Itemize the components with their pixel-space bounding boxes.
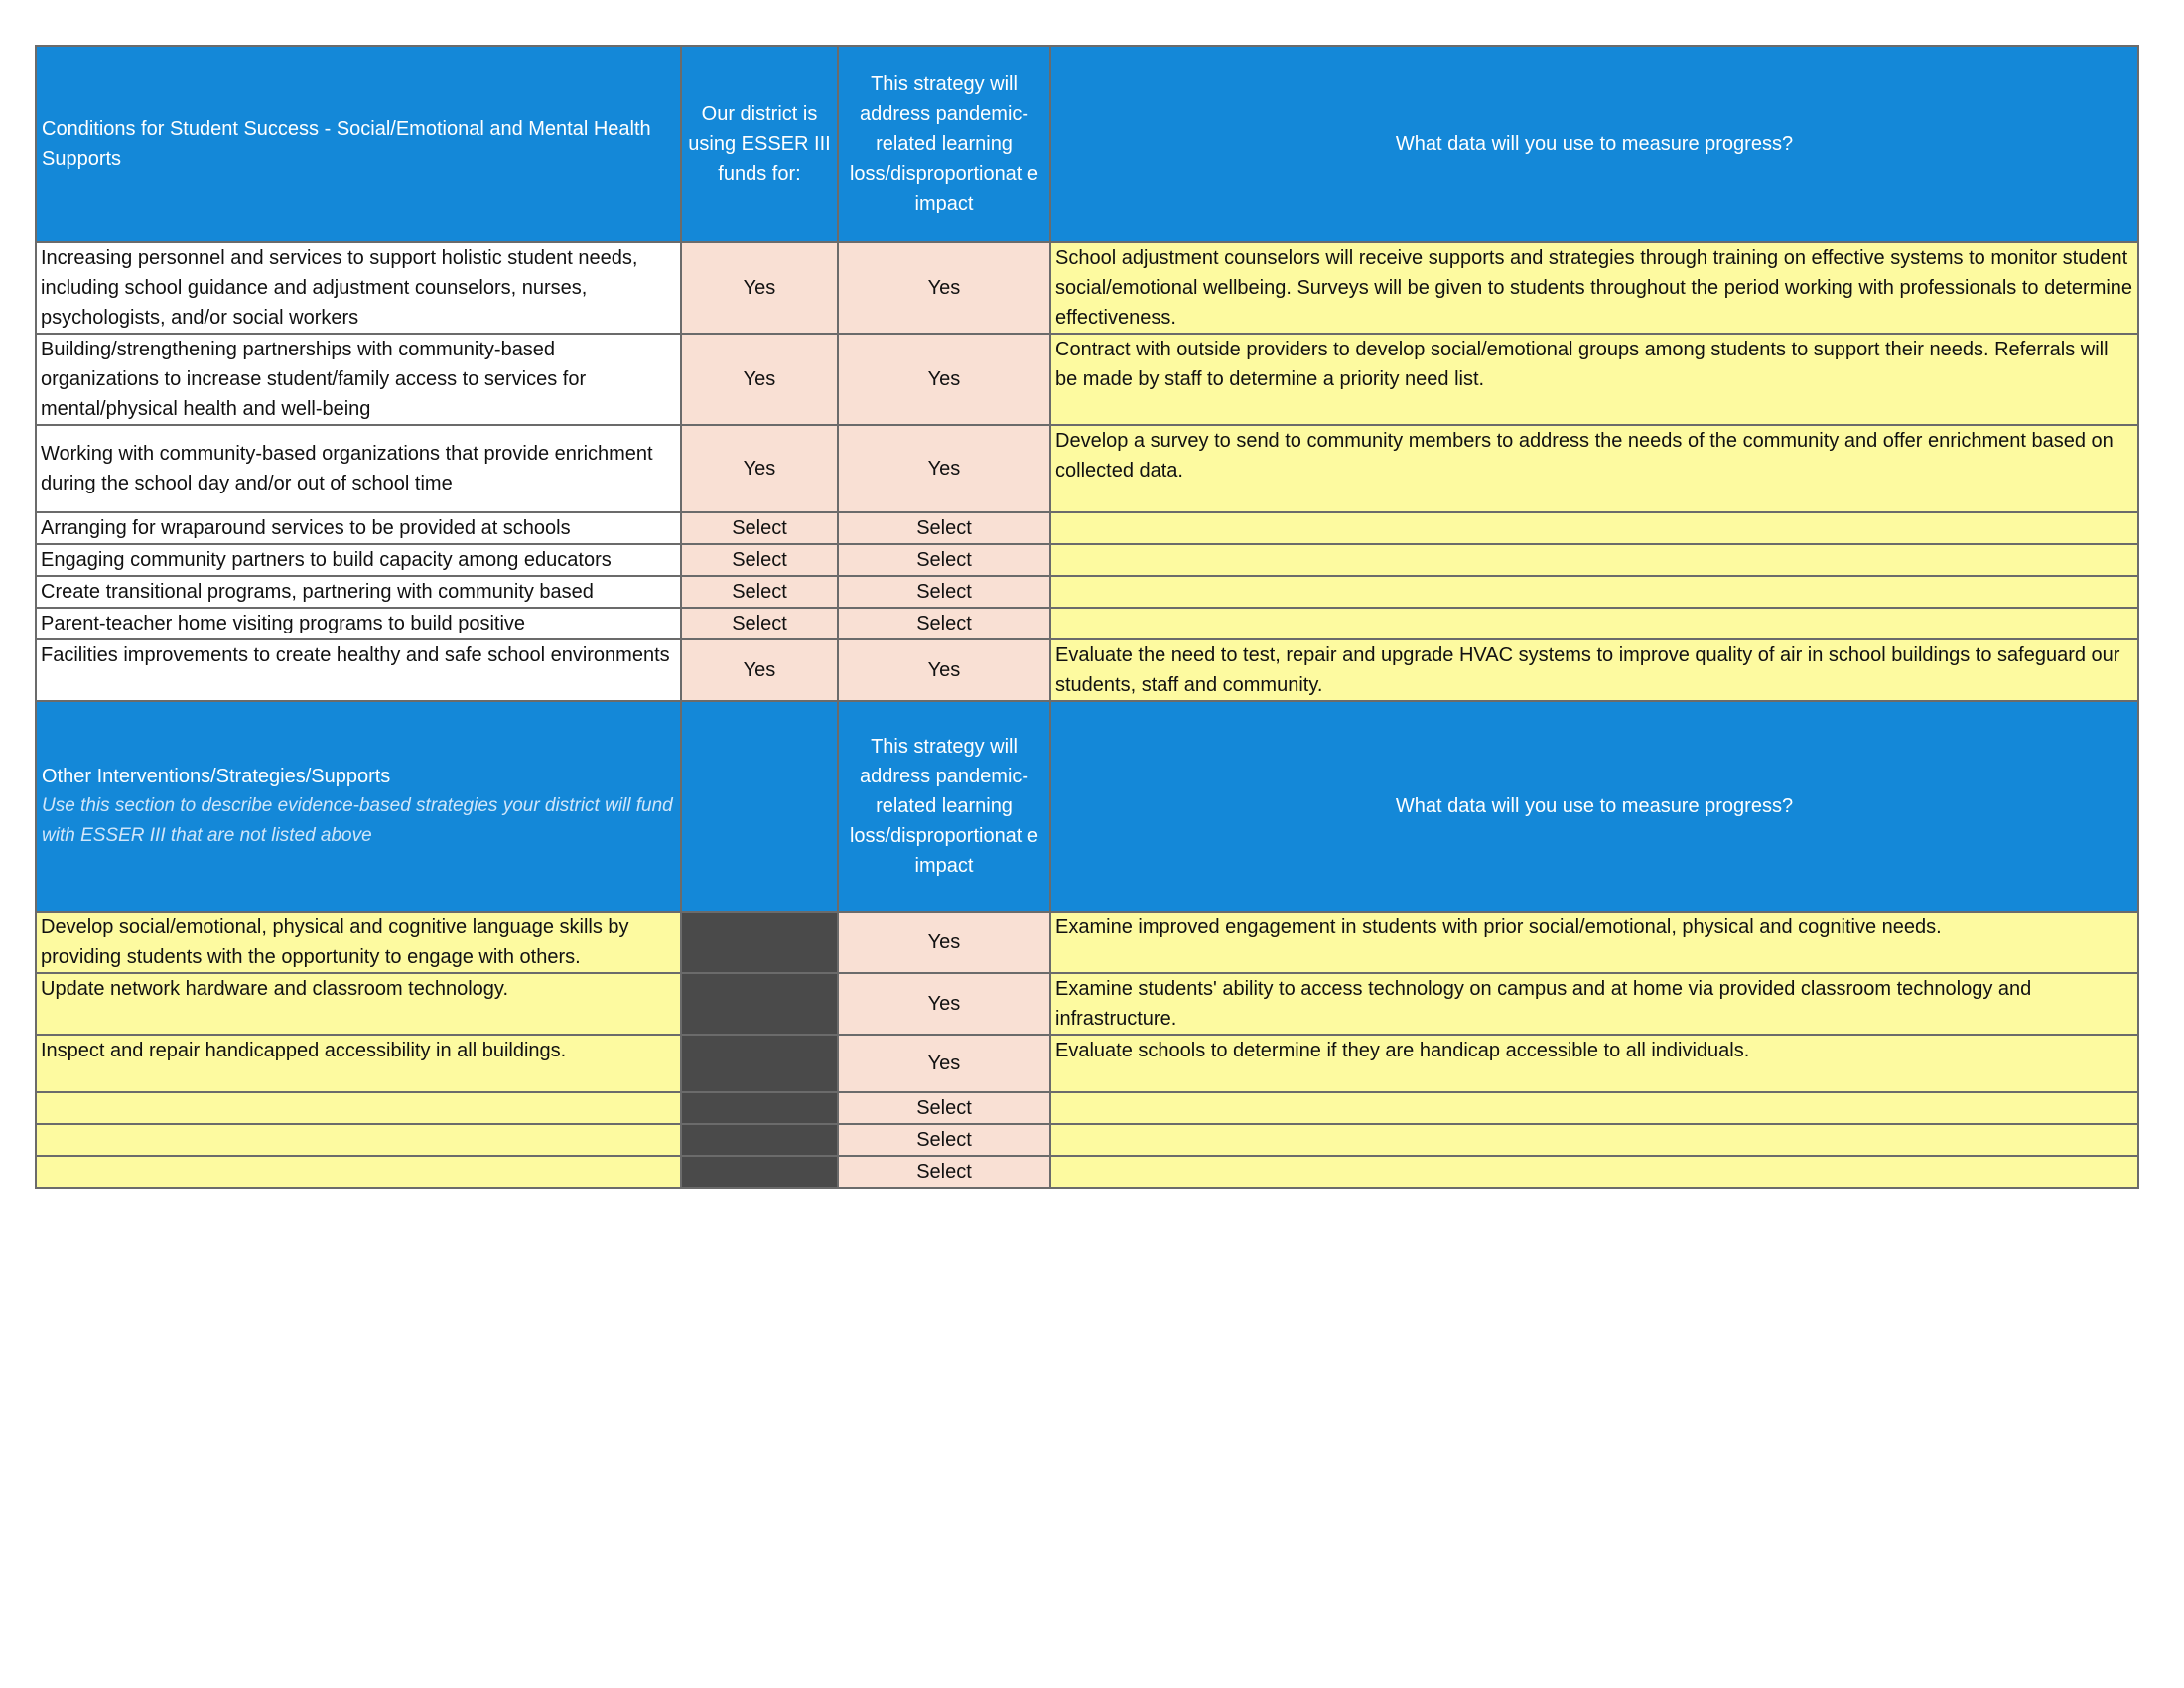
table-row bbox=[36, 576, 2138, 608]
addresses-select[interactable]: Select bbox=[838, 576, 1050, 608]
measure-data-input[interactable] bbox=[1050, 608, 2138, 639]
strategy-input[interactable]: Inspect and repair handicapped accessibility in all buildings. bbox=[36, 1035, 681, 1092]
table-row bbox=[36, 1092, 2138, 1124]
strategy-input[interactable] bbox=[36, 1156, 681, 1188]
table-row bbox=[36, 1124, 2138, 1156]
disabled-cell bbox=[681, 973, 838, 1035]
table-row bbox=[36, 912, 2138, 973]
addresses-select[interactable]: Yes bbox=[838, 973, 1050, 1035]
col-header-strategy-impact: This strategy will address pandemic-related learning loss/disproportionat e impact bbox=[838, 701, 1050, 912]
addresses-select[interactable]: Yes bbox=[838, 425, 1050, 512]
strategy-cell: Parent-teacher home visiting programs to build positive bbox=[36, 608, 681, 639]
strategy-input[interactable]: Develop social/emotional, physical and cognitive language skills by providing students with the opportunity to engage with others. bbox=[36, 912, 681, 973]
table-row bbox=[36, 973, 2138, 1035]
measure-data-input[interactable] bbox=[1050, 544, 2138, 576]
table-row bbox=[36, 1156, 2138, 1188]
disabled-cell bbox=[681, 1124, 838, 1156]
measure-data-input[interactable]: Develop a survey to send to community members to address the needs of the community and offer enrichment based on collected data. bbox=[1050, 425, 2138, 512]
table-row bbox=[36, 425, 2138, 512]
table-row bbox=[36, 1035, 2138, 1092]
section2-title: Other Interventions/Strategies/Supports bbox=[42, 766, 391, 787]
section1-title: Conditions for Student Success - Social/Emotional and Mental Health Supports bbox=[36, 46, 681, 242]
funds-select[interactable]: Select bbox=[681, 544, 838, 576]
funds-select[interactable]: Yes bbox=[681, 639, 838, 701]
col-header-strategy-impact: This strategy will address pandemic-related learning loss/disproportionat e impact bbox=[838, 46, 1050, 242]
funds-select[interactable]: Select bbox=[681, 608, 838, 639]
col-header-funds-empty bbox=[681, 701, 838, 912]
strategy-cell: Building/strengthening partnerships with community-based organizations to increase student/family access to services for mental/physical health and well-being bbox=[36, 334, 681, 425]
addresses-select[interactable]: Yes bbox=[838, 1035, 1050, 1092]
section2-header-row bbox=[36, 701, 2138, 912]
strategy-input[interactable]: Update network hardware and classroom technology. bbox=[36, 973, 681, 1035]
measure-data-input[interactable] bbox=[1050, 1156, 2138, 1188]
funds-select[interactable]: Yes bbox=[681, 334, 838, 425]
disabled-cell bbox=[681, 1156, 838, 1188]
table-row bbox=[36, 242, 2138, 334]
measure-data-input[interactable] bbox=[1050, 576, 2138, 608]
addresses-select[interactable]: Yes bbox=[838, 912, 1050, 973]
addresses-select[interactable]: Select bbox=[838, 512, 1050, 544]
measure-data-input[interactable]: Evaluate the need to test, repair and upgrade HVAC systems to improve quality of air in school buildings to safeguard our students, staff and community. bbox=[1050, 639, 2138, 701]
addresses-select[interactable]: Yes bbox=[838, 242, 1050, 334]
esser-plan-table bbox=[35, 45, 2139, 1189]
table-row bbox=[36, 334, 2138, 425]
strategy-input[interactable] bbox=[36, 1092, 681, 1124]
strategy-cell: Arranging for wraparound services to be provided at schools bbox=[36, 512, 681, 544]
measure-data-input[interactable]: Evaluate schools to determine if they are handicap accessible to all individuals. bbox=[1050, 1035, 2138, 1092]
section2-subtitle: Use this section to describe evidence-based strategies your district will fund with ESSER III that are not listed above bbox=[42, 795, 673, 846]
table-row bbox=[36, 639, 2138, 701]
col-header-measure-data: What data will you use to measure progress? bbox=[1050, 701, 2138, 912]
addresses-select[interactable]: Select bbox=[838, 1092, 1050, 1124]
measure-data-input[interactable] bbox=[1050, 1092, 2138, 1124]
addresses-select[interactable]: Select bbox=[838, 544, 1050, 576]
strategy-cell: Facilities improvements to create healthy and safe school environments bbox=[36, 639, 681, 701]
disabled-cell bbox=[681, 912, 838, 973]
col-header-funds: Our district is using ESSER III funds for: bbox=[681, 46, 838, 242]
funds-select[interactable]: Yes bbox=[681, 425, 838, 512]
addresses-select[interactable]: Select bbox=[838, 1156, 1050, 1188]
measure-data-input[interactable]: Contract with outside providers to develop social/emotional groups among students to support their needs. Referrals will be made by staff to determine a priority need list. bbox=[1050, 334, 2138, 425]
table-row bbox=[36, 544, 2138, 576]
measure-data-input[interactable]: Examine students' ability to access technology on campus and at home via provided classroom technology and infrastructure. bbox=[1050, 973, 2138, 1035]
measure-data-input[interactable]: Examine improved engagement in students with prior social/emotional, physical and cognitive needs. bbox=[1050, 912, 2138, 973]
strategy-cell: Engaging community partners to build capacity among educators bbox=[36, 544, 681, 576]
funds-select[interactable]: Select bbox=[681, 512, 838, 544]
addresses-select[interactable]: Yes bbox=[838, 639, 1050, 701]
disabled-cell bbox=[681, 1092, 838, 1124]
table-row bbox=[36, 608, 2138, 639]
addresses-select[interactable]: Select bbox=[838, 1124, 1050, 1156]
strategy-cell: Increasing personnel and services to support holistic student needs, including school guidance and adjustment counselors, nurses, psychologists, and/or social workers bbox=[36, 242, 681, 334]
table-row bbox=[36, 512, 2138, 544]
measure-data-input[interactable] bbox=[1050, 512, 2138, 544]
strategy-cell: Working with community-based organizations that provide enrichment during the school day and/or out of school time bbox=[36, 425, 681, 512]
disabled-cell bbox=[681, 1035, 838, 1092]
funds-select[interactable]: Yes bbox=[681, 242, 838, 334]
strategy-input[interactable] bbox=[36, 1124, 681, 1156]
addresses-select[interactable]: Select bbox=[838, 608, 1050, 639]
addresses-select[interactable]: Yes bbox=[838, 334, 1050, 425]
strategy-cell: Create transitional programs, partnering with community based bbox=[36, 576, 681, 608]
measure-data-input[interactable]: School adjustment counselors will receive supports and strategies through training on effective systems to monitor student social/emotional wellbeing. Surveys will be given to students throughout the period working with professionals to determine effectiveness. bbox=[1050, 242, 2138, 334]
col-header-measure-data: What data will you use to measure progress? bbox=[1050, 46, 2138, 242]
section1-header-row bbox=[36, 46, 2138, 242]
section2-title-cell bbox=[36, 701, 681, 912]
funds-select[interactable]: Select bbox=[681, 576, 838, 608]
measure-data-input[interactable] bbox=[1050, 1124, 2138, 1156]
